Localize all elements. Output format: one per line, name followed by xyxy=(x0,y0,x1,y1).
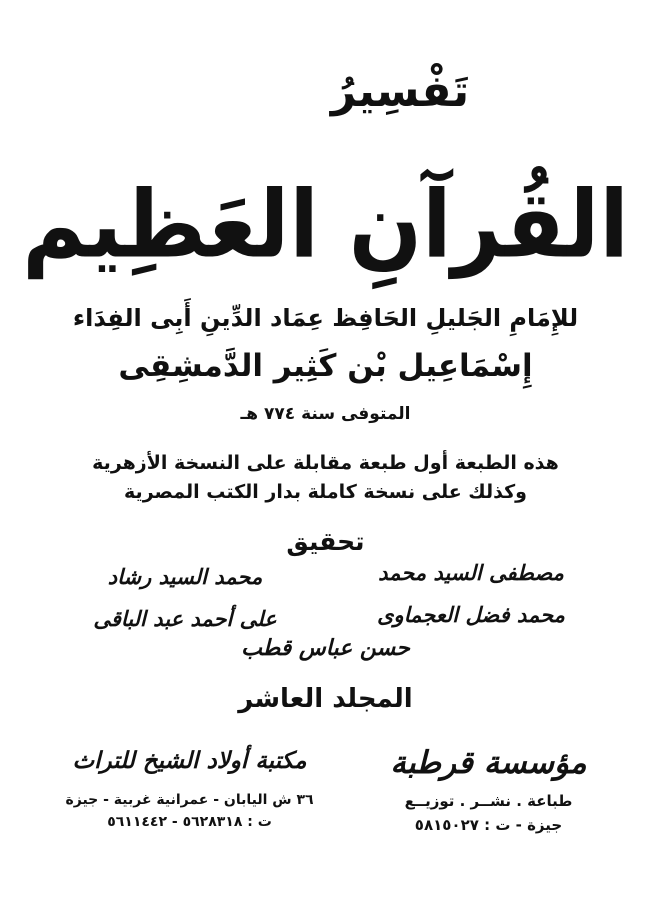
publisher-address: ٣٦ ش اليابان - عمرانية غربية - جيزة xyxy=(65,792,314,808)
editors-column-left xyxy=(60,556,310,640)
publisher-block-awlad-alshaykh xyxy=(52,736,327,830)
author-honorific-line: للإِمَامِ الجَليلِ الحَافِظ عِمَاد الدِّينِ أَبِى الفِدَاء xyxy=(72,304,579,332)
publisher-contact: جيزة - ت : ٥٨١٥٠٢٧ xyxy=(414,816,563,834)
title-word-tafsir: تَفْسِيرُ xyxy=(330,66,470,117)
edition-note-line-1: هذه الطبعة أول طبعة مقابلة على النسخة الأزهرية xyxy=(92,452,559,474)
author-name-line: إِسْمَاعِيل بْن كَثِير الدَّمشِقِى xyxy=(118,348,533,384)
publisher-services: طباعة . نشــر . توزيــع xyxy=(404,792,573,810)
editor-name: محمد فضل العجماوى xyxy=(377,603,565,627)
main-title-calligraphy: القُرآنِ العَظِيم xyxy=(22,171,629,279)
editor-name-center: حسن عباس قطب xyxy=(241,636,410,661)
publisher-name: مؤسسة قرطبة xyxy=(390,745,587,781)
editors-column-right xyxy=(346,552,596,636)
editor-name: محمد السيد رشاد xyxy=(107,565,263,589)
volume-label: المجلد العاشر xyxy=(238,684,413,714)
editor-name: على أحمد عبد الباقى xyxy=(93,607,277,631)
editor-name: مصطفى السيد محمد xyxy=(378,561,564,585)
publisher-phones: ت : ٥٦٢٨٣١٨ - ٥٦١١٤٤٢ xyxy=(107,814,272,830)
tahqiq-heading: تحقيق xyxy=(286,527,365,556)
publisher-block-qurtuba xyxy=(371,740,606,834)
author-death-year: المتوفى سنة ٧٧٤ هـ xyxy=(240,404,411,424)
publisher-name: مكتبة أولاد الشيخ للتراث xyxy=(72,748,307,774)
edition-note-line-2: وكذلك على نسخة كاملة بدار الكتب المصرية xyxy=(124,481,527,503)
